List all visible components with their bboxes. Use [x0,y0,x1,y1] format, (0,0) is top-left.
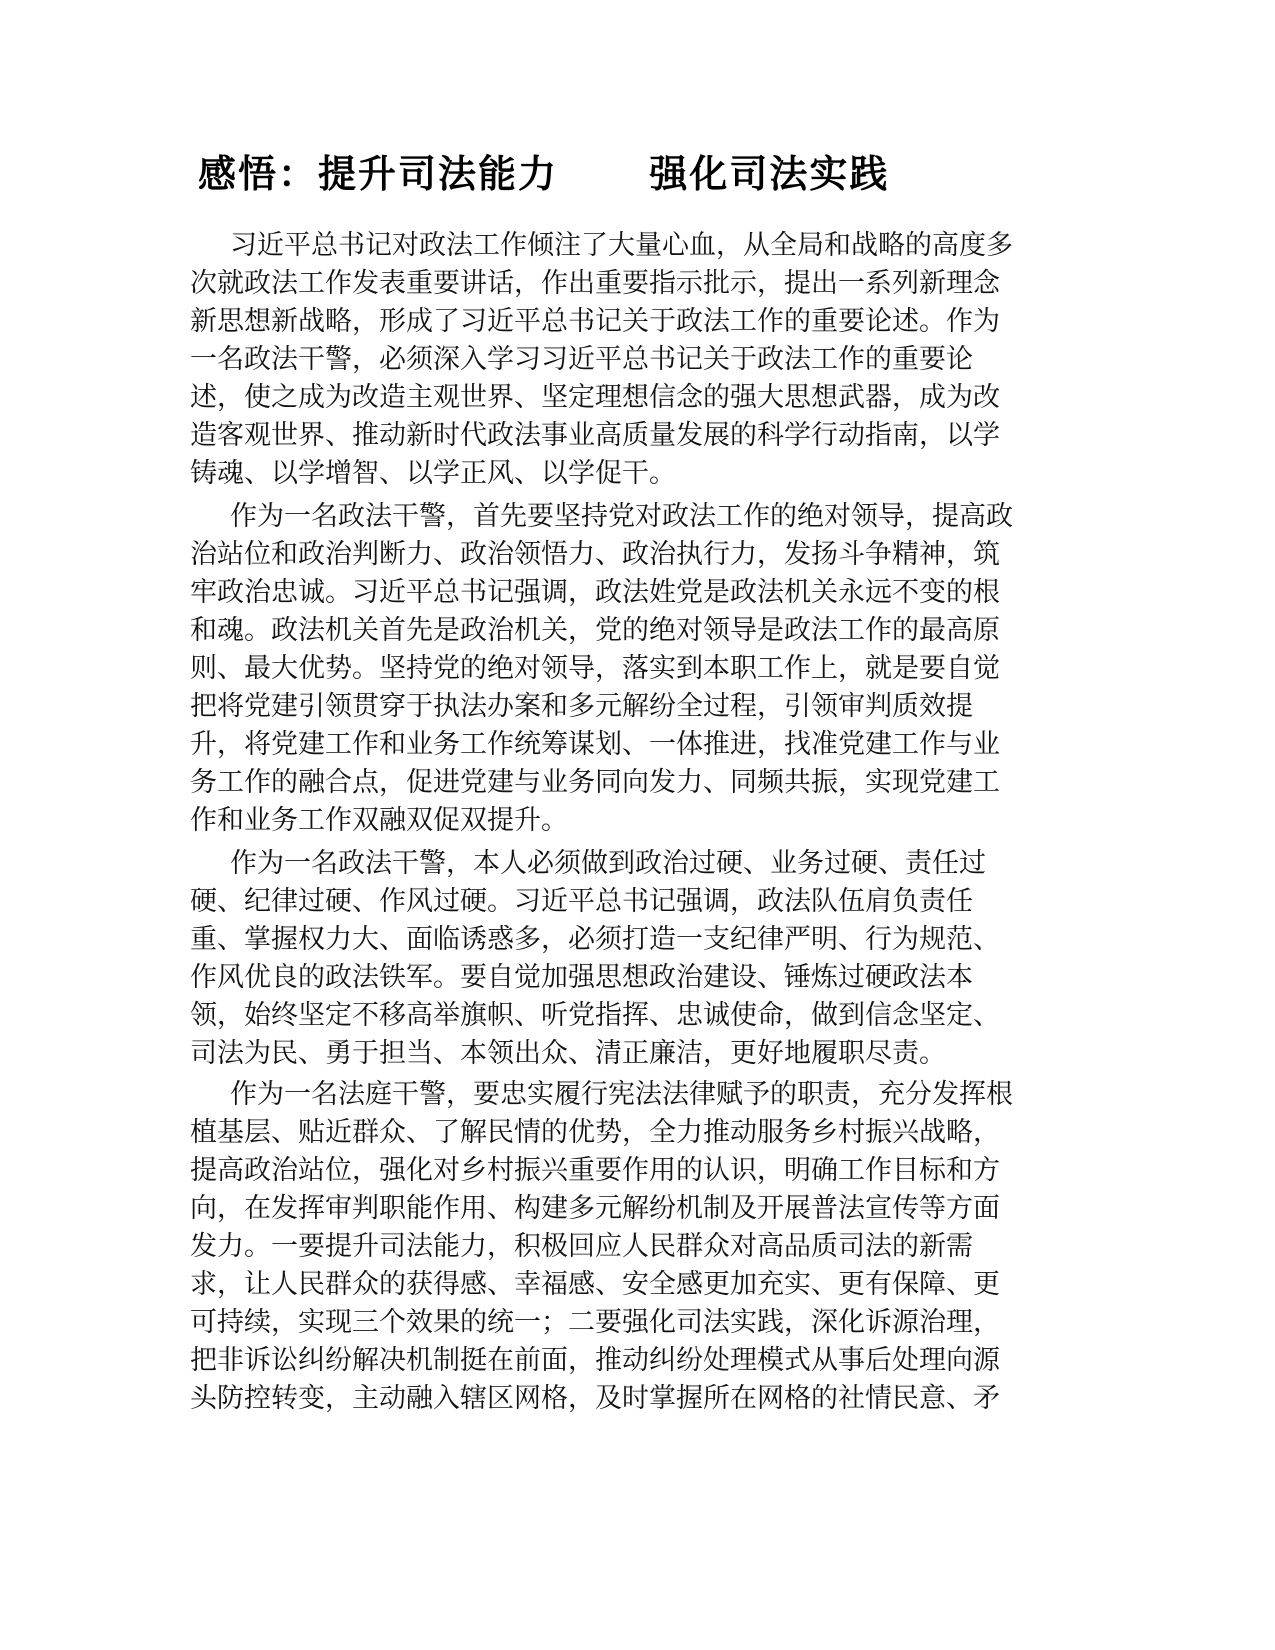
paragraph-line: 新思想新战略，形成了习近平总书记关于政法工作的重要论述。作为 [190,306,1000,337]
paragraph-line: 把将党建引领贯穿于执法办案和多元解纷全过程，引领审判质效提 [190,691,973,722]
paragraph-line: 求，让人民群众的获得感、幸福感、安全感更加充实、更有保障、更 [190,1269,1000,1300]
paragraph-line: 可持续，实现三个效果的统一；二要强化司法实践，深化诉源治理， [190,1307,1000,1338]
page-title: 感悟：提升司法能力 强化司法实践 [198,152,890,196]
paragraph-4 [190,1076,1080,1418]
paragraph-line: 治站位和政治判断力、政治领悟力、政治执行力，发扬斗争精神，筑 [190,539,1000,570]
paragraph-3 [190,845,1080,1073]
paragraph-line: 作为一名政法干警，本人必须做到政治过硬、业务过硬、责任过 [230,848,986,879]
paragraph-line: 则、最大优势。坚持党的绝对领导，落实到本职工作上，就是要自觉 [190,653,1000,684]
paragraph-line: 向，在发挥审判职能作用、构建多元解纷机制及开展普法宣传等方面 [190,1193,1000,1224]
paragraph-line: 述，使之成为改造主观世界、坚定理想信念的强大思想武器，成为改 [190,382,1000,413]
paragraph-line: 硬、纪律过硬、作风过硬。习近平总书记强调，政法队伍肩负责任 [190,886,973,917]
paragraph-line: 铸魂、以学增智、以学正风、以学促干。 [190,458,676,489]
paragraph-line: 发力。一要提升司法能力，积极回应人民群众对高品质司法的新需 [190,1231,973,1262]
paragraph-1 [190,227,1080,493]
paragraph-line: 头防控转变，主动融入辖区网格，及时掌握所在网格的社情民意、矛 [190,1383,1000,1414]
paragraph-line: 作和业务工作双融双促双提升。 [190,805,568,836]
paragraph-line: 作为一名法庭干警，要忠实履行宪法法律赋予的职责，充分发挥根 [230,1079,1013,1110]
paragraph-line: 和魂。政法机关首先是政治机关，党的绝对领导是政法工作的最高原 [190,615,1000,646]
paragraph-line: 习近平总书记对政法工作倾注了大量心血，从全局和战略的高度多 [230,230,1013,261]
paragraph-line: 升，将党建工作和业务工作统筹谋划、一体推进，找准党建工作与业 [190,729,1000,760]
paragraph-line: 提高政治站位，强化对乡村振兴重要作用的认识，明确工作目标和方 [190,1155,1000,1186]
paragraph-line: 造客观世界、推动新时代政法事业高质量发展的科学行动指南，以学 [190,420,1000,451]
paragraph-line: 重、掌握权力大、面临诱惑多，必须打造一支纪律严明、行为规范、 [190,924,1000,955]
paragraph-line: 领，始终坚定不移高举旗帜、听党指挥、忠诚使命，做到信念坚定、 [190,1000,1000,1031]
paragraph-line: 作为一名政法干警，首先要坚持党对政法工作的绝对领导，提高政 [230,501,1013,532]
paragraph-line: 作风优良的政法铁军。要自觉加强思想政治建设、锤炼过硬政法本 [190,962,973,993]
paragraph-line: 司法为民、勇于担当、本领出众、清正廉洁，更好地履职尽责。 [190,1038,946,1069]
paragraph-line: 植基层、贴近群众、了解民情的优势，全力推动服务乡村振兴战略， [190,1117,1000,1148]
paragraph-2 [190,498,1080,840]
paragraph-line: 务工作的融合点，促进党建与业务同向发力、同频共振，实现党建工 [190,767,1000,798]
paragraph-line: 次就政法工作发表重要讲话，作出重要指示批示，提出一系列新理念 [190,268,1000,299]
paragraph-line: 一名政法干警，必须深入学习习近平总书记关于政法工作的重要论 [190,344,973,375]
paragraph-line: 牢政治忠诚。习近平总书记强调，政法姓党是政法机关永远不变的根 [190,577,1000,608]
paragraph-line: 把非诉讼纠纷解决机制挺在前面，推动纠纷处理模式从事后处理向源 [190,1345,1000,1376]
